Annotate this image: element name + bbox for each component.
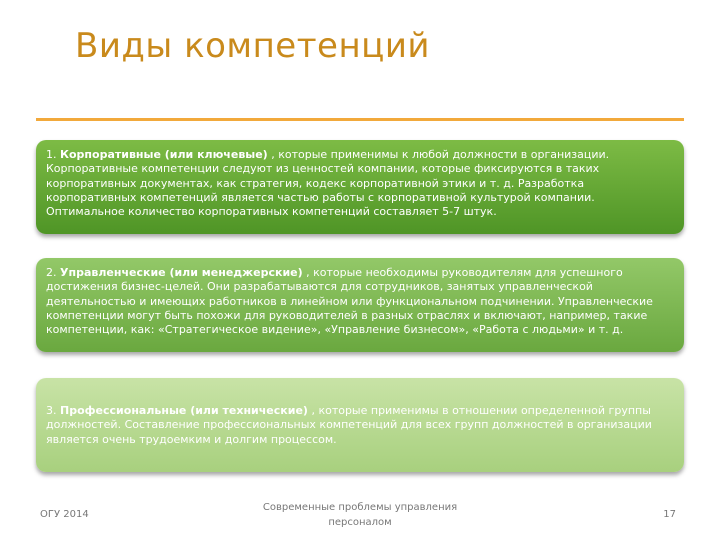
- competency-box-professional: [36, 378, 684, 472]
- item-heading: Управленческие (или менеджерские): [60, 266, 303, 279]
- item-text: , которые применимы к любой должности в организации. Корпоративные компетенции следуют из ценностей компании, которые фиксируются в таких корпоративных документах, как стратегия, кодекс корпоративной этики и т. д. Разработка корпоративных компетенций является частью работы с корпоративной культурой компании. Оптимальное количество корпоративных компетенций составляет 5-7 штук.: [46, 148, 610, 219]
- item-text: , которые необходимы руководителям для успешного достижения бизнес-целей. Они разрабатываются для сотрудников, занятых управленческой деятельностью и имеющих работников в линейном или функциональном подчинении. Управленческие компетенции могут быть похожи для руководителей в разных отраслях и включают, например, такие компетенции, как: «Стратегическое видение», «Управление бизнесом», «Работа с людьми» и т. д.: [46, 266, 653, 337]
- item-heading: Корпоративные (или ключевые): [60, 148, 268, 161]
- item-number: 1.: [46, 148, 60, 161]
- footer-course-title: Современные проблемы управления персоналом: [262, 502, 458, 528]
- item-heading: Профессиональные (или технические): [60, 404, 308, 417]
- competency-box-managerial: [36, 258, 684, 352]
- item-number: 2.: [46, 266, 60, 279]
- slide-number: 17: [663, 509, 676, 520]
- footer-organization: ОГУ 2014: [40, 509, 89, 520]
- title-divider: [36, 118, 684, 121]
- competency-box-corporate: [36, 140, 684, 234]
- item-number: 3.: [46, 404, 60, 417]
- item-text: , которые применимы в отношении определенной группы должностей. Составление профессиональных компетенций для всех групп должностей в организации является очень трудоемким и долгим процессом.: [46, 404, 652, 446]
- slide-title: Виды компетенций: [75, 26, 431, 66]
